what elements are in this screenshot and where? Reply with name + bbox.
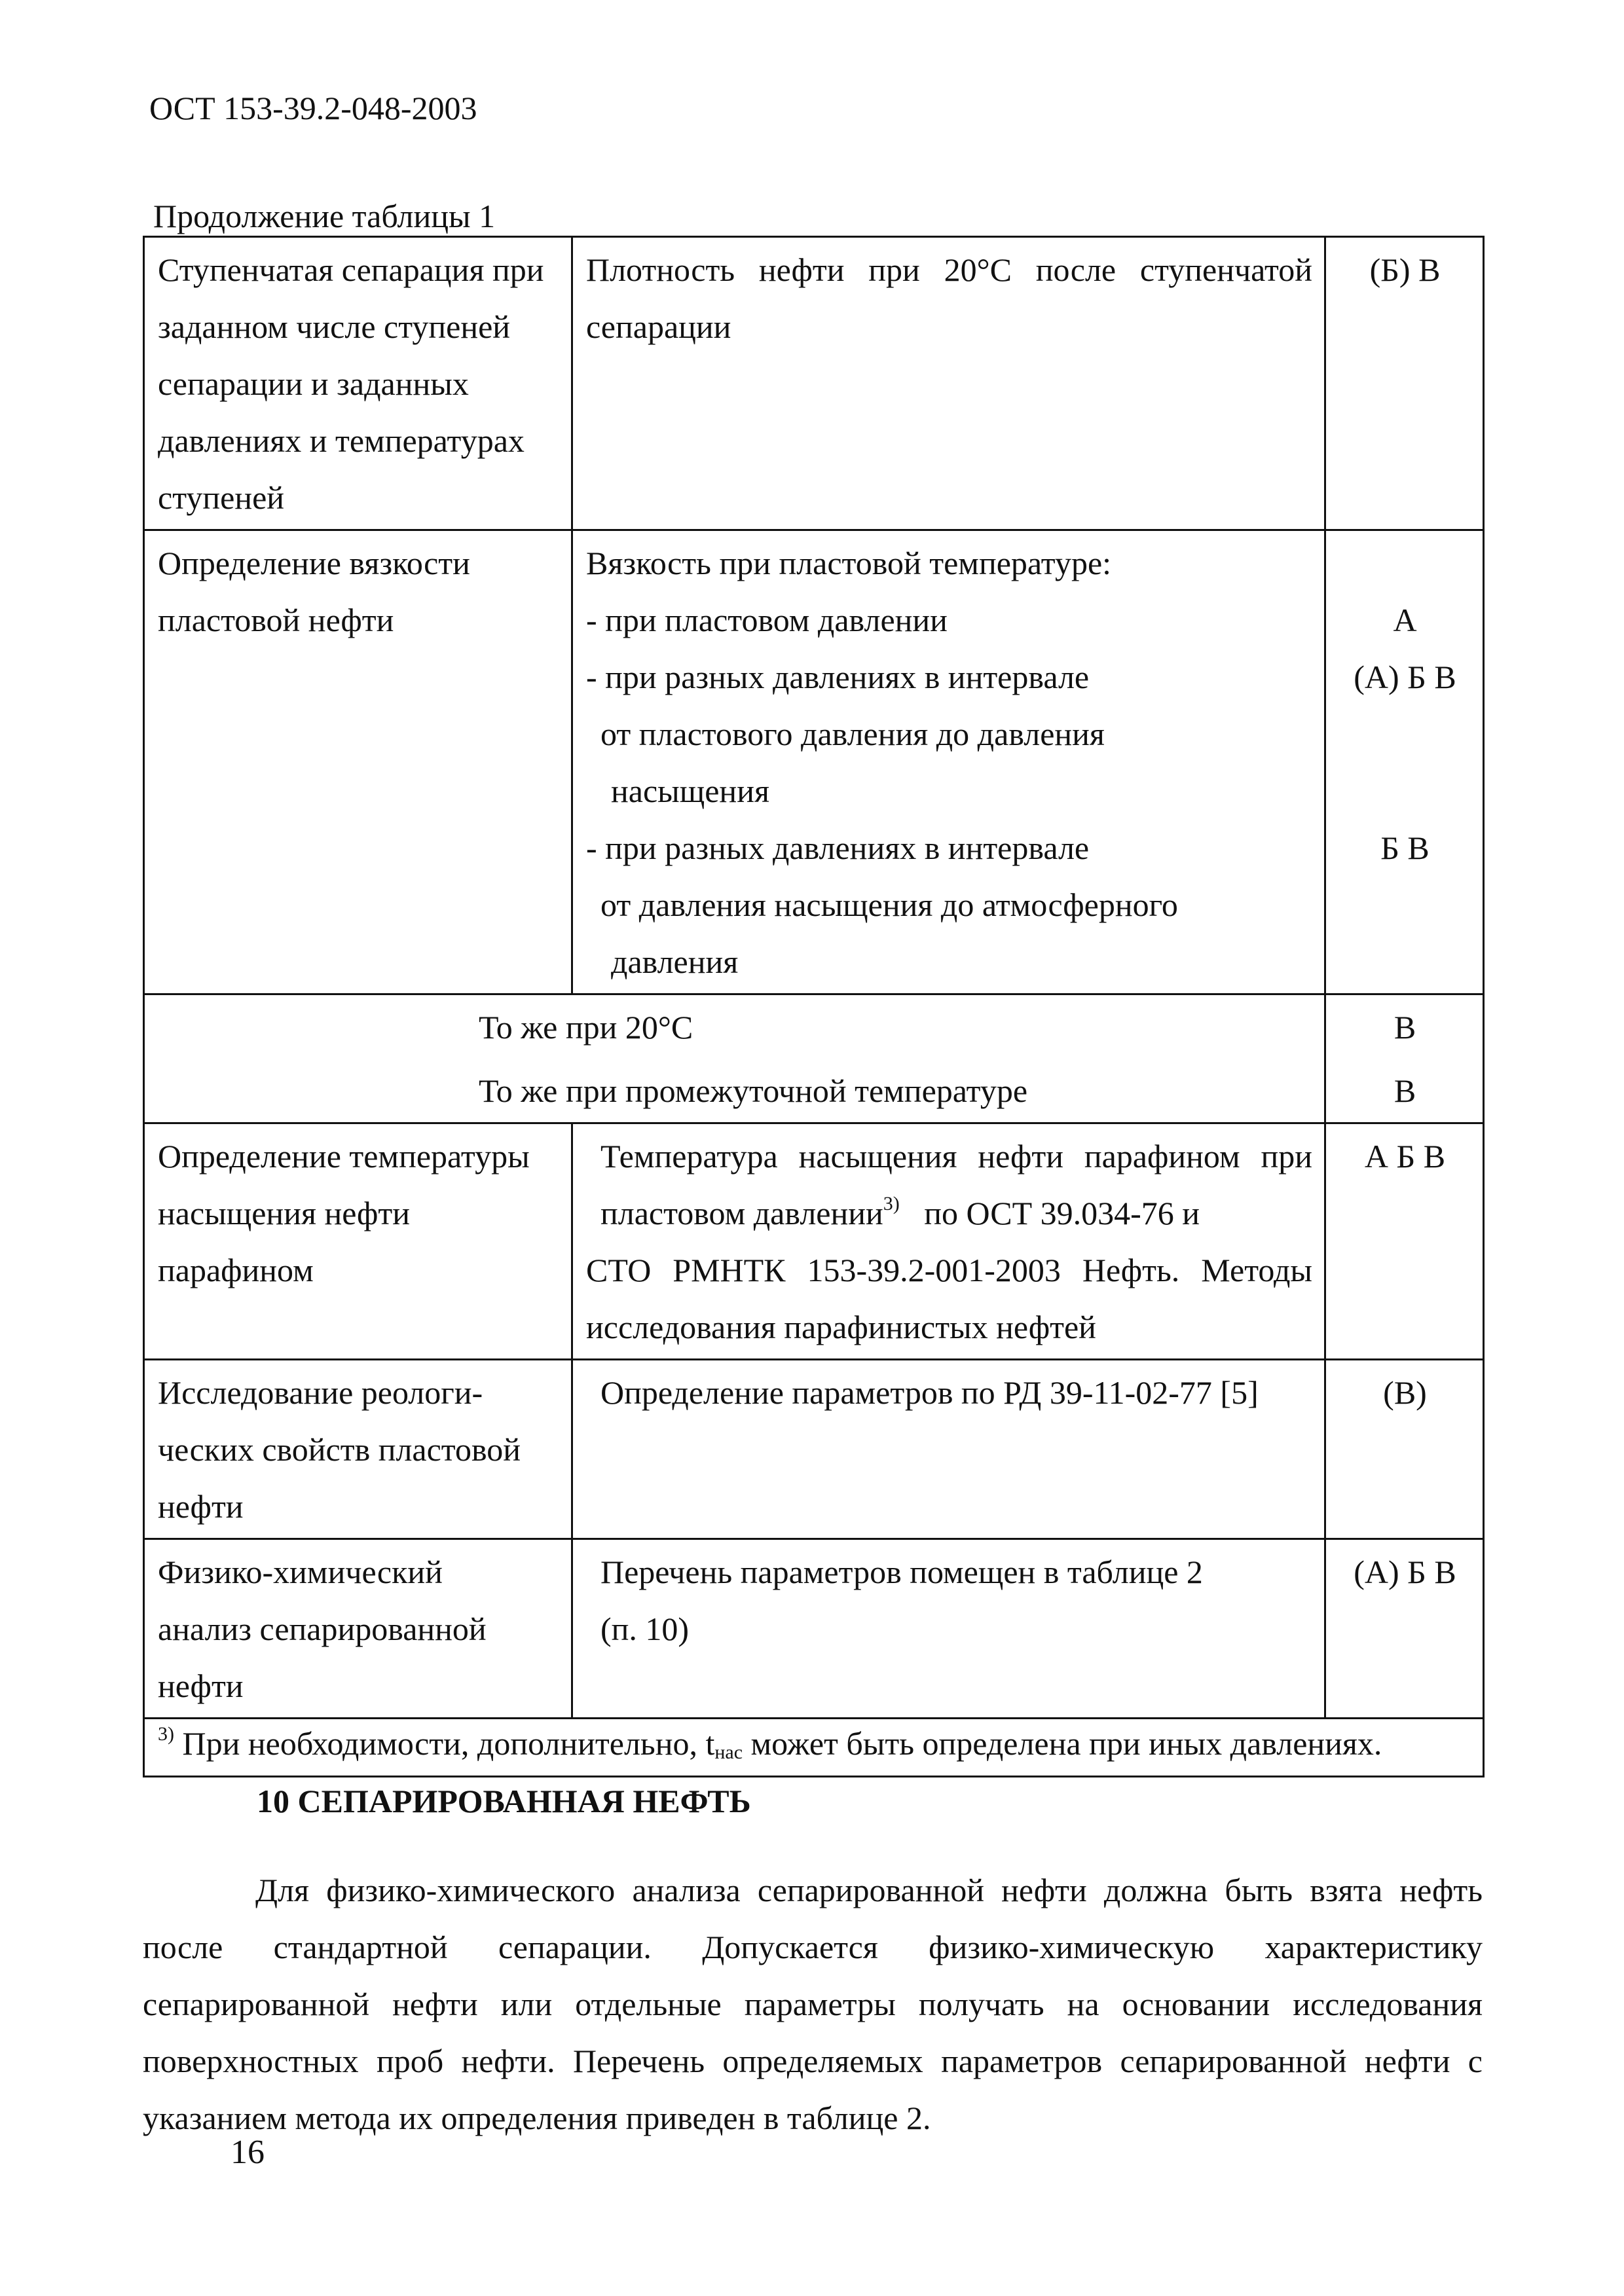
table-row bbox=[144, 237, 1484, 530]
table-caption: Продолжение таблицы 1 bbox=[153, 198, 496, 234]
table-cell-category: В bbox=[1325, 1059, 1484, 1123]
paragraph-line: сепарированной нефти или отдельные параметры получать на основании исследования bbox=[143, 1986, 1483, 2022]
table-cell-method: Исследование реологи- ческих свойств пластовой нефти bbox=[144, 1360, 572, 1539]
table-cell-category: В bbox=[1325, 994, 1484, 1059]
table-cell-category: (А) Б В bbox=[1325, 1539, 1484, 1719]
section-heading: 10 СЕПАРИРОВАННАЯ НЕФТЬ bbox=[257, 1783, 751, 1819]
table-row bbox=[144, 994, 1484, 1059]
table-cell-parameter: Вязкость при пластовой температуре: - при пластовом давлении - при разных давлениях в интервале от пластового давления до давления насыщения - при разных давлениях в интервале от давления насыщения до атмосферного давления bbox=[572, 530, 1325, 994]
table-cell-parameter: Температура насыщения нефти парафином при пластовом давлении$^{3)}$ по ОСТ 39.034-76 и СТО РМНТК 153-39.2-001-2003 Нефть. Методы исследования парафинистых нефтей bbox=[572, 1123, 1325, 1360]
table-row bbox=[144, 1360, 1484, 1539]
table-cell-parameter: Определение параметров по РД 39-11-02-77 [5] bbox=[572, 1360, 1325, 1539]
table-row bbox=[144, 1539, 1484, 1719]
table-cell-category: А (А) Б В Б В bbox=[1325, 530, 1484, 994]
parameters-table bbox=[143, 236, 1485, 1777]
table-cell-parameter: Перечень параметров помещен в таблице 2 (п. 10) bbox=[572, 1539, 1325, 1719]
table-footnote-row bbox=[144, 1719, 1484, 1777]
table-cell-category: (В) bbox=[1325, 1360, 1484, 1539]
footnote-mark: 3) bbox=[158, 1723, 174, 1745]
table-cell-parameter: То же при 20°С bbox=[144, 994, 1325, 1059]
document-code: ОСТ 153-39.2-048-2003 bbox=[149, 90, 477, 126]
table-row bbox=[144, 1059, 1484, 1123]
section-paragraph bbox=[143, 1862, 1483, 2147]
paragraph-line: после стандартной сепарации. Допускается физико-химическую характеристику bbox=[143, 1929, 1483, 1965]
table-cell-category: (Б) В bbox=[1325, 237, 1484, 530]
table-row bbox=[144, 1123, 1484, 1360]
paragraph-line: указанием метода их определения приведен в таблице 2. bbox=[143, 2100, 931, 2136]
table-cell-method: Определение вязкости пластовой нефти bbox=[144, 530, 572, 994]
table-cell-parameter: Плотность нефти при 20°С после ступенчатой сепарации bbox=[572, 237, 1325, 530]
paragraph-line: поверхностных проб нефти. Перечень определяемых параметров сепарированной нефти с bbox=[143, 2043, 1483, 2079]
table-footnote: $^{3)}$ При необходимости, дополнительно, $t_{нас}$ может быть определена при иных давлениях. bbox=[144, 1719, 1484, 1777]
table-cell-parameter: То же при промежуточной температуре bbox=[144, 1059, 1325, 1123]
page-number: 16 bbox=[231, 2134, 265, 2171]
table-cell-method: Определение температуры насыщения нефти парафином bbox=[144, 1123, 572, 1360]
footnote-reference: 3) bbox=[883, 1193, 900, 1214]
table-cell-method: Ступенчатая сепарация при заданном числе ступеней сепарации и заданных давлениях и температурах ступеней bbox=[144, 237, 572, 530]
table-row bbox=[144, 530, 1484, 994]
table-cell-method: Физико-химический анализ сепарированной нефти bbox=[144, 1539, 572, 1719]
paragraph-line: Для физико-химического анализа сепарированной нефти должна быть взята нефть bbox=[255, 1872, 1483, 1908]
table-cell-category: А Б В bbox=[1325, 1123, 1484, 1360]
